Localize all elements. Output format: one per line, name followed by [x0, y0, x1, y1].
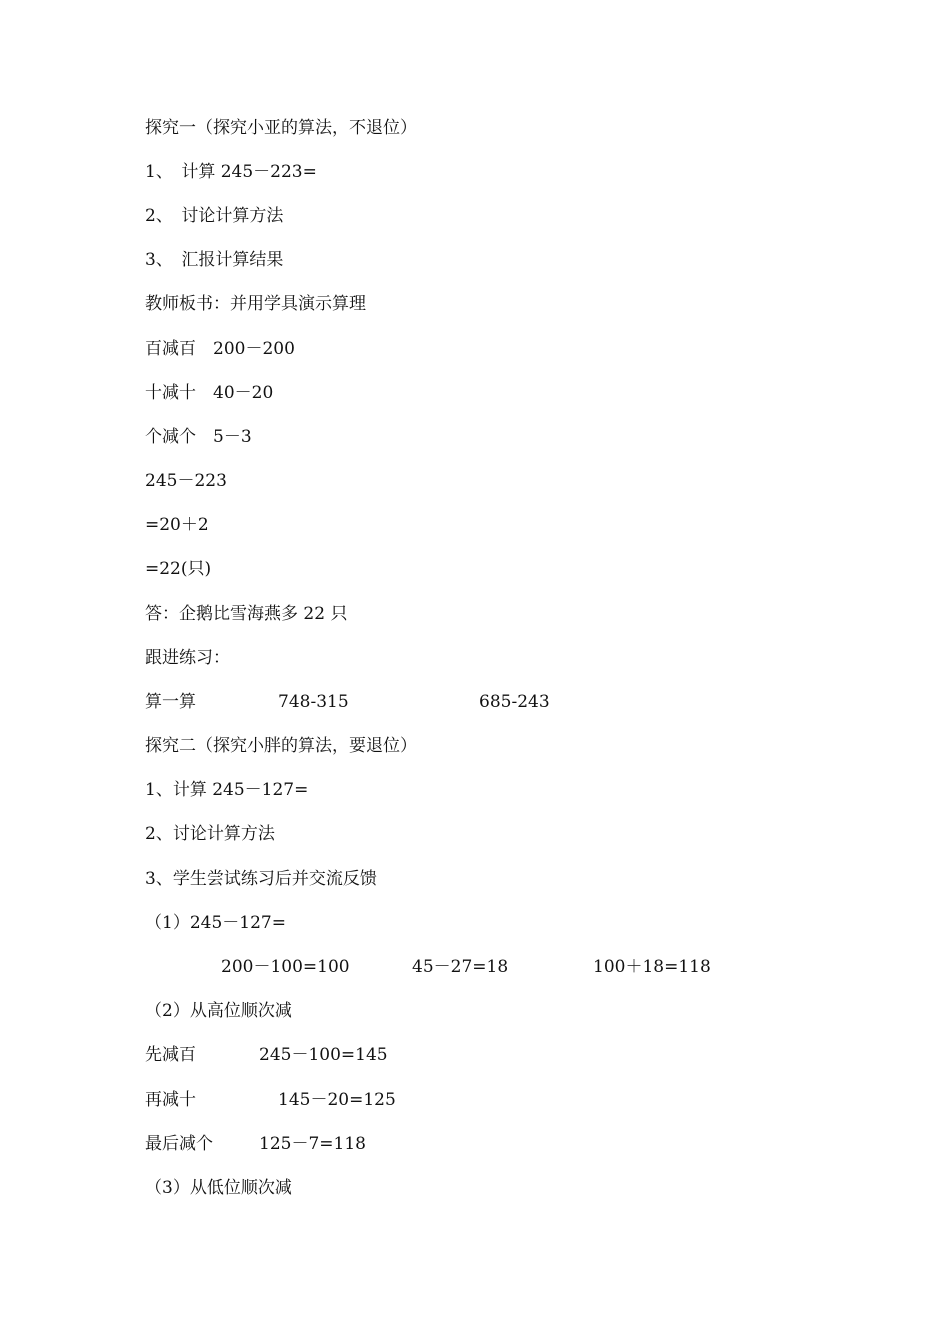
method-1-step-c: 100＋18=118 — [593, 957, 711, 977]
method-2-heading: （2）从高位顺次减 — [145, 1001, 292, 1021]
subtract-ones-label: 最后减个 — [145, 1134, 213, 1154]
subtract-tens-label: 再减十 — [145, 1090, 196, 1110]
teacher-board-note: 教师板书：并用学具演示算理 — [145, 294, 366, 314]
hundreds-subtraction: 百减百 200－200 — [145, 339, 295, 359]
practice-problem-1: 748-315 — [278, 692, 349, 712]
practice-problem-2: 685-243 — [479, 692, 550, 712]
section-heading-explore-2: 探究二（探究小胖的算法，要退位） — [145, 736, 417, 756]
step-1-calculate-2: 1、计算 245－127= — [145, 780, 309, 800]
subtract-ones-equation: 125－7=118 — [259, 1134, 366, 1154]
step-2-discuss-2: 2、讨论计算方法 — [145, 824, 275, 844]
method-1-step-a: 200－100=100 — [221, 957, 350, 977]
section-heading-explore-1: 探究一（探究小亚的算法，不退位） — [145, 118, 417, 138]
method-1-step-b: 45－27=18 — [412, 957, 509, 977]
subtract-tens-equation: 145－20=125 — [278, 1090, 396, 1110]
practice-label: 算一算 — [145, 692, 196, 712]
step-1-calculate: 1、 计算 245－223= — [145, 162, 317, 182]
equation-result: =22(只) — [145, 559, 212, 579]
method-1-heading: （1）245－127= — [145, 913, 286, 933]
follow-up-practice-heading: 跟进练习： — [145, 648, 230, 668]
step-2-discuss: 2、 讨论计算方法 — [145, 206, 284, 226]
ones-subtraction: 个减个 5－3 — [145, 427, 252, 447]
equation-line: 245－223 — [145, 471, 227, 491]
answer-line: 答：企鹅比雪海燕多 22 只 — [145, 604, 348, 624]
step-3-feedback: 3、学生尝试练习后并交流反馈 — [145, 869, 377, 889]
equation-step: =20＋2 — [145, 515, 209, 535]
subtract-hundreds-equation: 245－100=145 — [259, 1045, 388, 1065]
step-3-report: 3、 汇报计算结果 — [145, 250, 284, 270]
method-3-heading: （3）从低位顺次减 — [145, 1178, 292, 1198]
tens-subtraction: 十减十 40－20 — [145, 383, 274, 403]
subtract-hundreds-label: 先减百 — [145, 1045, 196, 1065]
